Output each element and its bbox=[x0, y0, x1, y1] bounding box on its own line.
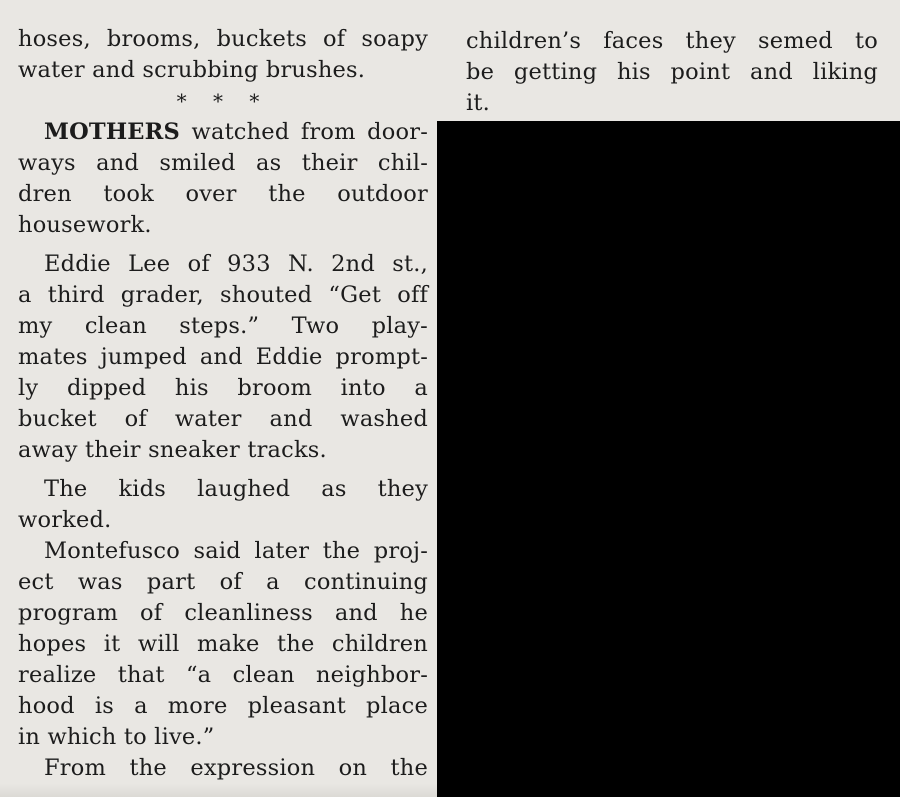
text-line: realize that “a clean neighbor- bbox=[18, 662, 428, 688]
paragraph-gap bbox=[18, 466, 428, 474]
section-separator: * * * bbox=[176, 89, 270, 113]
text-line: The kids laughed as they bbox=[44, 476, 428, 502]
redaction-block bbox=[437, 121, 900, 797]
text-line: it. bbox=[466, 90, 490, 116]
text-line: dren took over the outdoor bbox=[18, 181, 428, 207]
text-line: hopes it will make the children bbox=[18, 631, 428, 657]
text-line: a third grader, shouted “Get off bbox=[18, 282, 428, 308]
text-line: From the expression on the bbox=[44, 755, 428, 781]
text-fragment: watched from door- bbox=[180, 119, 428, 145]
text-line: Montefusco said later the proj- bbox=[44, 538, 428, 564]
text-line: program of cleanliness and he bbox=[18, 600, 428, 626]
text-line: housework. bbox=[18, 212, 152, 238]
text-line: bucket of water and washed bbox=[18, 406, 428, 432]
text-line: mates jumped and Eddie prompt- bbox=[18, 344, 428, 370]
torn-bottom-edge bbox=[0, 784, 437, 797]
right-column bbox=[466, 26, 878, 119]
text-line: children’s faces they semed to bbox=[466, 28, 878, 54]
text-line: ect was part of a continuing bbox=[18, 569, 428, 595]
text-line: my clean steps.” Two play- bbox=[18, 313, 428, 339]
text-line: ways and smiled as their chil- bbox=[18, 150, 428, 176]
text-line: ly dipped his broom into a bbox=[18, 375, 428, 401]
left-column bbox=[18, 24, 428, 784]
paragraph-gap bbox=[18, 241, 428, 249]
lead-word: MOTHERS bbox=[44, 119, 181, 145]
text-line: water and scrubbing brushes. bbox=[18, 57, 366, 83]
text-line: be getting his point and liking bbox=[466, 59, 878, 85]
text-line: in which to live.” bbox=[18, 724, 215, 750]
text-line: away their sneaker tracks. bbox=[18, 437, 327, 463]
text-line: hoses, brooms, buckets of soapy bbox=[18, 26, 428, 52]
text-line: hood is a more pleasant place bbox=[18, 693, 428, 719]
text-line: worked. bbox=[18, 507, 112, 533]
text-line: Eddie Lee of 933 N. 2nd st., bbox=[44, 251, 428, 277]
paragraph-mothers-first-line bbox=[18, 117, 428, 148]
